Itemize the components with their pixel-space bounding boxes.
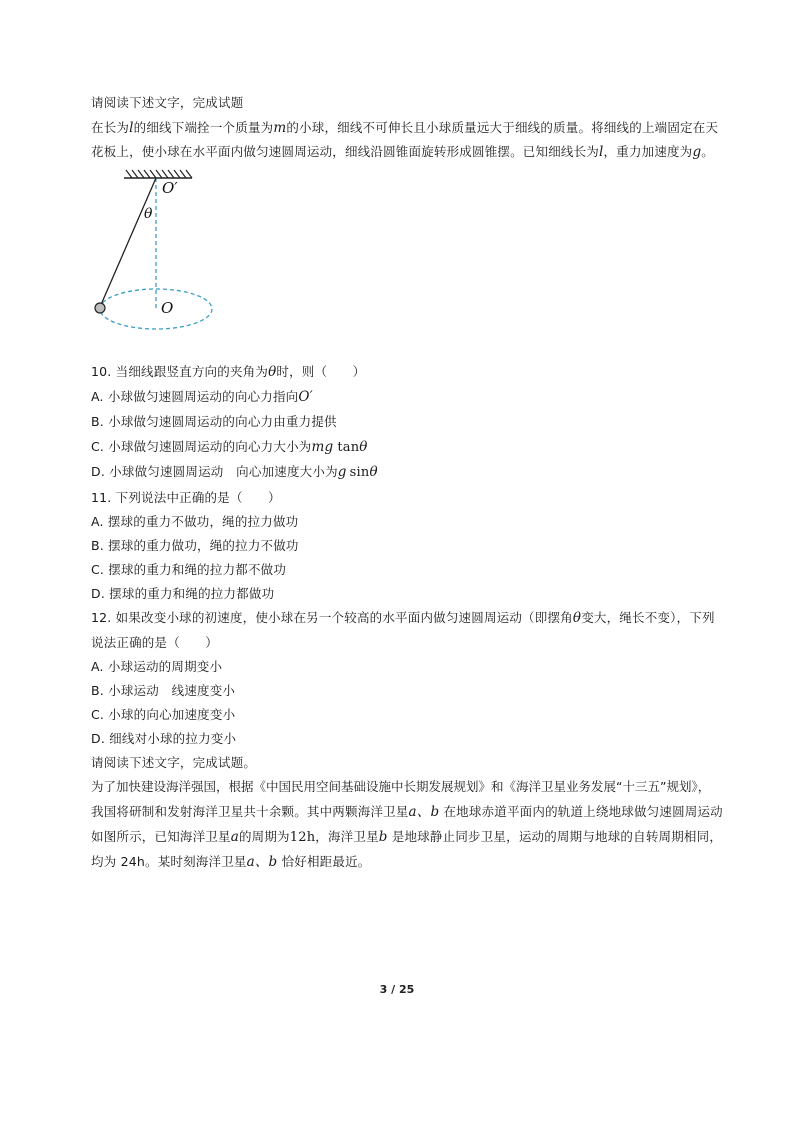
text: 恰好相距最近。 — [277, 854, 371, 869]
q12-option-c: C. 小球的向心加速度变小 — [91, 707, 236, 722]
text: 是地球静止同步卫星，运动的周期与地球的自转周期相同， — [387, 829, 723, 844]
passage1-intro: 请阅读下述文字，完成试题 — [91, 95, 244, 110]
math-g: g — [337, 464, 347, 480]
text: 的细线下端拴一个质量为 — [133, 120, 274, 135]
passage2-intro: 请阅读下述文字，完成试题。 — [91, 755, 257, 770]
text: 如图所示，已知海洋卫星 — [91, 829, 231, 844]
label-theta: θ — [144, 206, 153, 222]
text: 在长为 — [91, 120, 130, 135]
passage2-line1: 为了加快建设海洋强国，根据《中国民用空间基础设施中长期发展规划》和《海洋卫星业务发展“十三五”规划》， — [91, 779, 711, 794]
label-o-prime: O′ — [162, 179, 178, 197]
text: 的周期为 — [238, 829, 290, 844]
q11-option-a: A. 摆球的重力不做功，绳的拉力做功 — [91, 514, 299, 529]
text: A. 小球做匀速圆周运动的向心力指向 — [91, 389, 299, 404]
text: 我国将研制和发射海洋卫星共十余颗。其中两颗海洋卫星 — [91, 804, 409, 819]
text: ，海洋卫星 — [315, 829, 379, 844]
math-m: m — [273, 120, 287, 136]
conical-pendulum-figure — [88, 168, 228, 338]
math-b: b — [378, 829, 388, 845]
math-tan: tan — [337, 440, 360, 455]
math-mg: mg — [311, 439, 334, 455]
text: 12. 如果改变小球的初速度，使小球在另一个较高的水平面内做匀速圆周运动（即摆角 — [91, 610, 573, 625]
text: 10. 当细线跟竖直方向的夹角为 — [91, 364, 269, 379]
q12-stem-line2: 说法正确的是（ ） — [91, 635, 219, 650]
math-theta: θ — [572, 610, 582, 626]
q12-option-b: B. 小球运动 线速度变小 — [91, 683, 236, 698]
text: C. 小球做匀速圆周运动的向心力大小为 — [91, 439, 312, 454]
math-theta: θ — [369, 464, 378, 480]
label-o: O — [161, 299, 174, 317]
math-a: a — [230, 829, 239, 845]
passage2-line4 — [91, 854, 370, 870]
q11-stem: 11. 下列说法中正确的是（ ） — [91, 490, 281, 505]
text: D. 小球做匀速圆周运动 向心加速度大小为 — [91, 464, 338, 479]
q11-option-c: C. 摆球的重力和绳的拉力都不做功 — [91, 562, 287, 577]
circular-path — [100, 289, 212, 329]
math-12h: 12h — [289, 830, 316, 845]
q10-option-c — [91, 439, 368, 456]
passage2-line2 — [91, 804, 723, 820]
math-a-b: a、b — [408, 804, 440, 820]
text: 在地球赤道平面内的轨道上绕地球做匀速圆周运动 — [439, 804, 723, 819]
q11-option-d: D. 摆球的重力和绳的拉力都做功 — [91, 586, 275, 601]
math-l: l — [599, 144, 604, 160]
string — [100, 178, 156, 307]
q12-option-a: A. 小球运动的周期变小 — [91, 659, 223, 674]
math-theta: θ — [268, 364, 277, 380]
q10-stem — [91, 364, 365, 380]
math-theta: θ — [359, 439, 368, 455]
text: 变大，绳长不变），下列 — [581, 610, 715, 625]
text: 花板上，使小球在水平面内做匀速圆周运动，细线沿圆锥面旋转形成圆锥摆。已知细线长为 — [91, 144, 600, 159]
q12-option-d: D. 细线对小球的拉力变小 — [91, 731, 237, 746]
q10-option-d — [91, 464, 378, 481]
text: 时，则（ ） — [276, 364, 366, 379]
passage1-line1 — [91, 120, 718, 136]
math-g: g — [692, 144, 702, 160]
text: 。 — [701, 144, 714, 159]
q11-option-b: B. 摆球的重力做功，绳的拉力不做功 — [91, 538, 299, 553]
text: 均为 24h。某时刻海洋卫星 — [91, 854, 247, 869]
math-o-prime: O′ — [298, 389, 313, 405]
math-l: l — [129, 120, 134, 136]
q12-stem-line1 — [91, 610, 715, 626]
ball — [95, 303, 105, 313]
passage1-line2 — [91, 144, 714, 160]
q10-option-b: B. 小球做匀速圆周运动的向心力由重力提供 — [91, 414, 337, 429]
ceiling — [124, 170, 192, 178]
passage2-line3 — [91, 829, 722, 846]
q10-option-a — [91, 389, 313, 405]
text: 的小球，细线不可伸长且小球质量远大于细线的质量。将细线的上端固定在天 — [286, 120, 719, 135]
math-sin: sin — [349, 465, 370, 480]
text: ，重力加速度为 — [603, 144, 693, 159]
math-a-b: a、b — [246, 854, 278, 870]
page-number: 3 / 25 — [379, 983, 415, 996]
